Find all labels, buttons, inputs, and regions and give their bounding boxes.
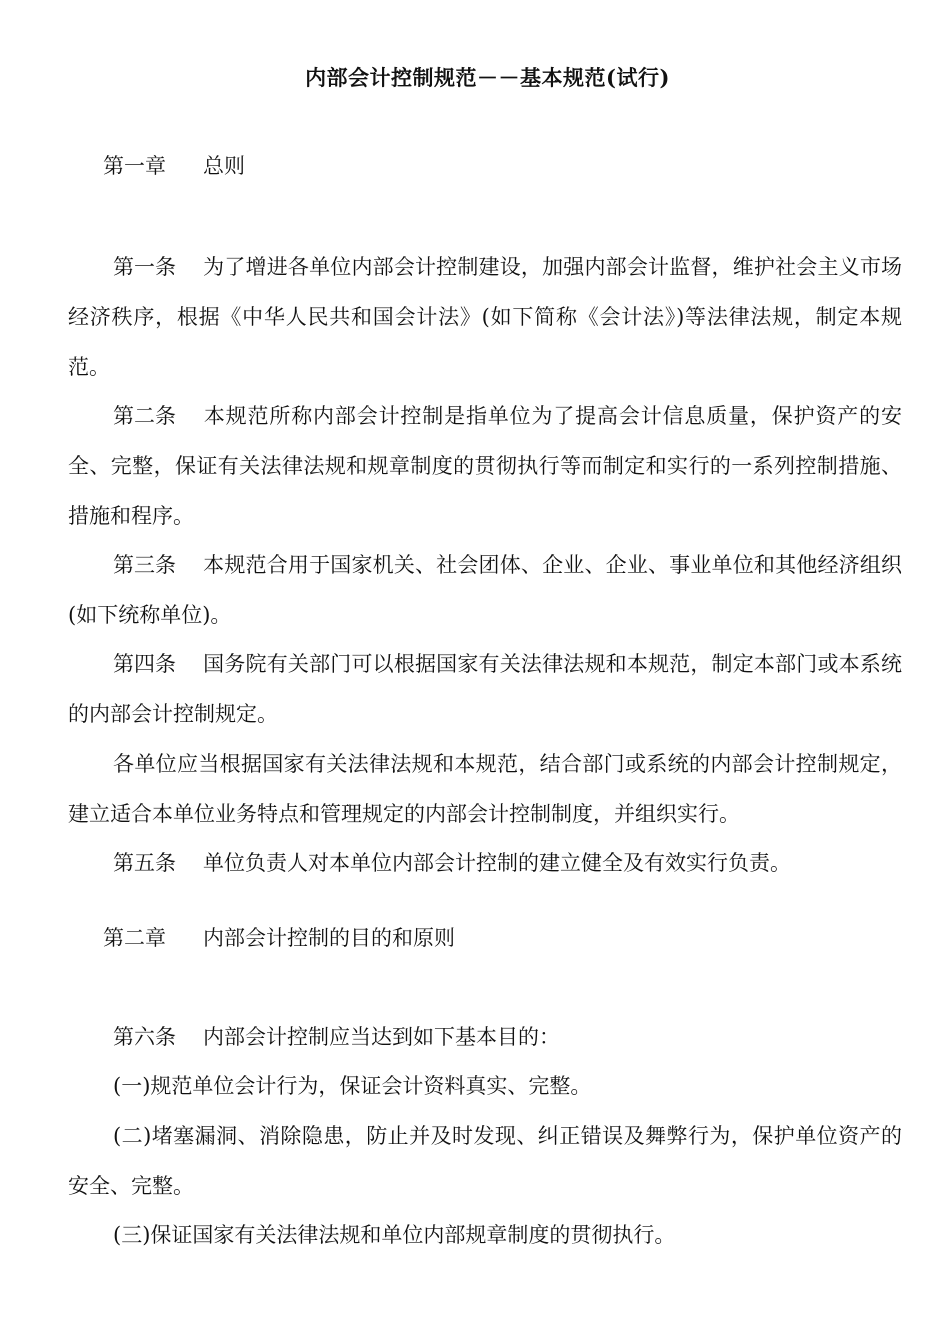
article-4-paragraph-2: 各单位应当根据国家有关法律法规和本规范，结合部门或系统的内部会计控制规定，建立适合本单位业务特点和管理规定的内部会计控制制度，并组织实行。 (68, 752, 902, 826)
article-text: 国务院有关部门可以根据国家有关法律法规和本规范，制定本部门或本系统的内部会计控制规定。 (68, 652, 902, 726)
chapter-heading-2 (103, 924, 455, 952)
article-number: 第二条 (113, 404, 176, 428)
list-item-2: (二)堵塞漏洞、消除隐患，防止并及时发现、纠正错误及舞弊行为，保护单位资产的安全、完整。 (68, 1124, 902, 1198)
article-number: 第五条 (113, 851, 176, 875)
list-item-3: (三)保证国家有关法律法规和单位内部规章制度的贯彻执行。 (113, 1223, 676, 1247)
article-number: 第六条 (113, 1025, 176, 1049)
article-text: 为了增进各单位内部会计控制建设，加强内部会计监督，维护社会主义市场经济秩序，根据《中华人民共和国会计法》(如下简称《会计法》)等法律法规，制定本规范。 (68, 255, 902, 379)
document-title: 内部会计控制规范－－基本规范(试行) (305, 65, 670, 90)
article-text: 内部会计控制应当达到如下基本目的： (203, 1025, 560, 1049)
article-number: 第三条 (113, 553, 176, 577)
article-2 (68, 391, 902, 541)
article-text: 本规范所称内部会计控制是指单位为了提高会计信息质量，保护资产的安全、完整，保证有关法律法规和规章制度的贯彻执行等而制定和实行的一系列控制措施、措施和程序。 (68, 404, 902, 528)
chapter-heading-1 (103, 152, 245, 180)
chapter-name: 内部会计控制的目的和原则 (203, 926, 455, 950)
article-number: 第四条 (113, 652, 176, 676)
article-text: 本规范合用于国家机关、社会团体、企业、企业、事业单位和其他经济组织(如下统称单位)。 (68, 553, 902, 627)
article-number: 第一条 (113, 255, 176, 279)
chapter-name: 总则 (203, 154, 245, 178)
chapter-number: 第一章 (103, 154, 166, 178)
list-item-1: (一)规范单位会计行为，保证会计资料真实、完整。 (113, 1074, 592, 1098)
article-6 (68, 1012, 902, 1062)
article-1 (68, 242, 902, 392)
article-text: 单位负责人对本单位内部会计控制的建立健全及有效实行负责。 (203, 851, 791, 875)
article-3 (68, 540, 902, 640)
chapter-number: 第二章 (103, 926, 166, 950)
article-5 (68, 838, 902, 888)
article-4 (68, 639, 902, 739)
